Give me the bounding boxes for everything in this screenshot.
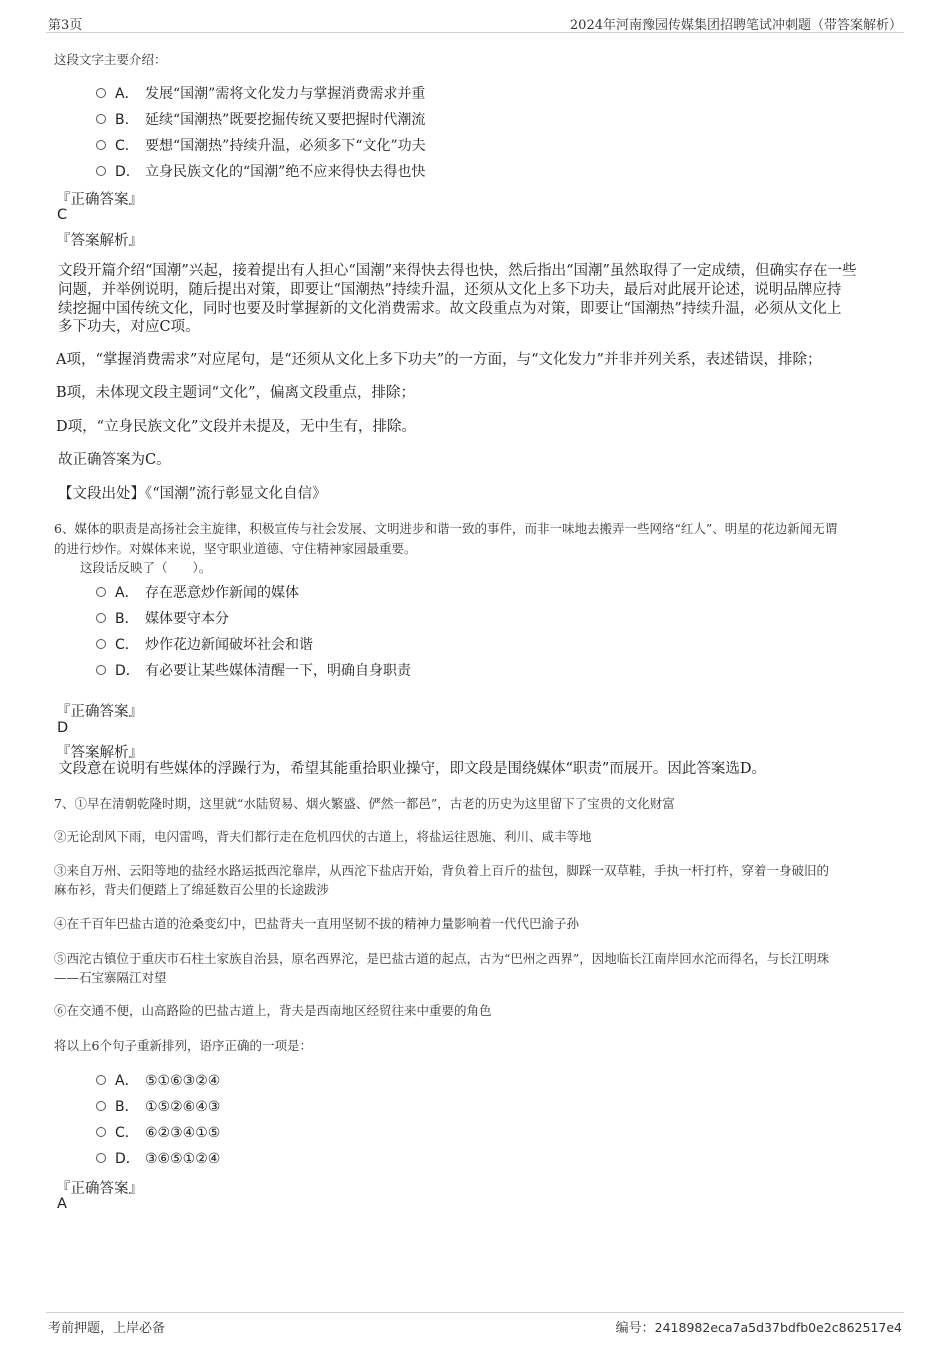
q7-sentence-2: ②无论刮风下雨，电闪雷鸣，背夫们都行走在危机四伏的古道上，将盐运往恩施、利川、咸丰等地 [54,829,592,844]
radio-icon[interactable] [96,587,106,597]
q7-sentence-3: 麻布衫，背夫们便踏上了绵延数百公里的长途跋涉 [54,882,330,897]
radio-icon[interactable] [96,166,106,176]
q7-sentence-1: 7、①早在清朝乾隆时期，这里就“水陆贸易、烟火繁盛、俨然一都邑”，古老的历史为这里留下了宝贵的文化财富 [54,796,675,811]
radio-icon[interactable] [96,1153,106,1163]
q6-option-a[interactable]: A． 存在恶意炒作新闻的媒体 [96,582,299,602]
page-header [46,12,904,33]
q6-analysis-label: 『答案解析』 [56,745,143,761]
q5-analysis-line: 多下功夫，对应C项。 [58,319,200,335]
radio-icon[interactable] [96,140,106,150]
q7-option-d[interactable]: D． ③⑥⑤①②④ [96,1148,220,1168]
q5-source: 【文段出处】《“国潮”流行彰显文化自信》 [58,486,327,502]
q7-option-c[interactable]: C． ⑥②③④①⑤ [96,1122,220,1142]
radio-icon[interactable] [96,613,106,623]
q5-analysis-line: 文段开篇介绍“国潮”兴起，接着提出有人担心“国潮”来得快去得也快，然后指出“国潮”虽然取得了一定成绩，但确实存在一些 [58,263,857,279]
q7-sentence-3: ③来自万州、云阳等地的盐经水路运抵西沱靠岸，从西沱下盐店开始，背负着上百斤的盐包，脚踩一双草鞋，手执一杆打杵，穿着一身破旧的 [54,863,830,878]
q5-analysis-line: 问题，并举例说明，随后提出对策，即要让“国潮热”持续升温，还须从文化上多下功夫，最后对此展开论述，说明品牌应持 [58,282,842,298]
q5-answer: C [57,207,68,223]
document-title: 2024年河南豫园传媒集团招聘笔试冲刺题（带答案解析） [569,18,902,33]
footer-code-value: 2418982eca7a5d37bdfb0e2c862517e4 [654,1320,902,1335]
q5-analysis-b: B项，未体现文段主题词“文化”，偏离文段重点，排除； [56,385,415,401]
q7-answer: A [57,1196,67,1212]
radio-icon[interactable] [96,665,106,675]
q5-analysis-d: D项，“立身民族文化”文段并未提及，无中生有，排除。 [56,419,416,435]
footer-code-label: 编号： [615,1321,655,1336]
q7-sentence-5: ——石宝寨隔江对望 [54,970,167,985]
q6-option-c[interactable]: C． 炒作花边新闻破坏社会和谐 [96,634,313,654]
q5-option-c[interactable]: C. 要想“国潮热”持续升温，必须多下“文化”功夫 [96,135,426,155]
q5-option-d[interactable]: D. 立身民族文化的“国潮”绝不应来得快去得也快 [96,161,425,181]
q6-stem-line: 的进行炒作。对媒体来说，坚守职业道德、守住精神家园最重要。 [54,541,417,556]
q5-answer-label: 『正确答案』 [56,192,143,208]
page-footer [46,1312,904,1335]
q5-intro: 这段文字主要介绍： [54,52,167,67]
q7-sentence-6: ⑥在交通不便，山高路险的巴盐古道上，背夫是西南地区经贸往来中重要的角色 [54,1003,492,1018]
q5-option-a[interactable]: A． 发展“国潮”需将文化发力与掌握消费需求并重 [96,83,425,103]
q6-prompt: 这段话反映了（ ）。 [80,560,212,575]
footer-slogan: 考前押题，上岸必备 [48,1321,166,1336]
q5-option-b[interactable]: B. 延续“国潮热”既要挖掘传统又要把握时代潮流 [96,109,425,129]
radio-icon[interactable] [96,88,106,98]
radio-icon[interactable] [96,1075,106,1085]
q6-stem-line: 6、媒体的职责是高扬社会主旋律，积极宣传与社会发展、文明进步和谐一致的事件，而非一味地去搬弄一些网络“红人”、明星的花边新闻无谓 [54,521,838,536]
q6-analysis: 文段意在说明有些媒体的浮躁行为，希望其能重拾职业操守，即文段是围绕媒体“职责”而展开。因此答案选D。 [58,761,766,777]
radio-icon[interactable] [96,1127,106,1137]
q6-option-d[interactable]: D． 有必要让某些媒体清醒一下，明确自身职责 [96,660,411,680]
q7-prompt: 将以上6个句子重新排列，语序正确的一项是： [54,1038,312,1053]
q7-option-a[interactable]: A． ⑤①⑥③②④ [96,1070,220,1090]
q6-option-b[interactable]: B． 媒体要守本分 [96,608,229,628]
footer-code [616,1317,902,1336]
q5-conclusion: 故正确答案为C。 [58,452,171,468]
radio-icon[interactable] [96,114,106,124]
q5-analysis-a: A项，“掌握消费需求”对应尾句，是“还须从文化上多下功夫”的一方面，与“文化发力”并非并列关系，表述错误，排除； [56,352,822,368]
q5-analysis-line: 续挖掘中国传统文化，同时也要及时掌握新的文化消费需求。故文段重点为对策，即要让“国潮热”持续升温，必须从文化上 [58,301,842,317]
radio-icon[interactable] [96,639,106,649]
q7-option-b[interactable]: B． ①⑤②⑥④③ [96,1096,220,1116]
q5-analysis-label: 『答案解析』 [56,233,143,249]
q7-sentence-5: ⑤西沱古镇位于重庆市石柱土家族自治县，原名西界沱，是巴盐古道的起点，古为“巴州之西界”，因地临长江南岸回水沱而得名，与长江明珠 [54,951,830,966]
q6-answer-label: 『正确答案』 [56,704,143,720]
q7-answer-label: 『正确答案』 [56,1181,143,1197]
page-number: 第3页 [48,18,83,33]
q7-sentence-4: ④在千百年巴盐古道的沧桑变幻中，巴盐背夫一直用坚韧不拔的精神力量影响着一代代巴渝子孙 [54,916,580,931]
radio-icon[interactable] [96,1101,106,1111]
q6-answer: D [57,720,69,736]
